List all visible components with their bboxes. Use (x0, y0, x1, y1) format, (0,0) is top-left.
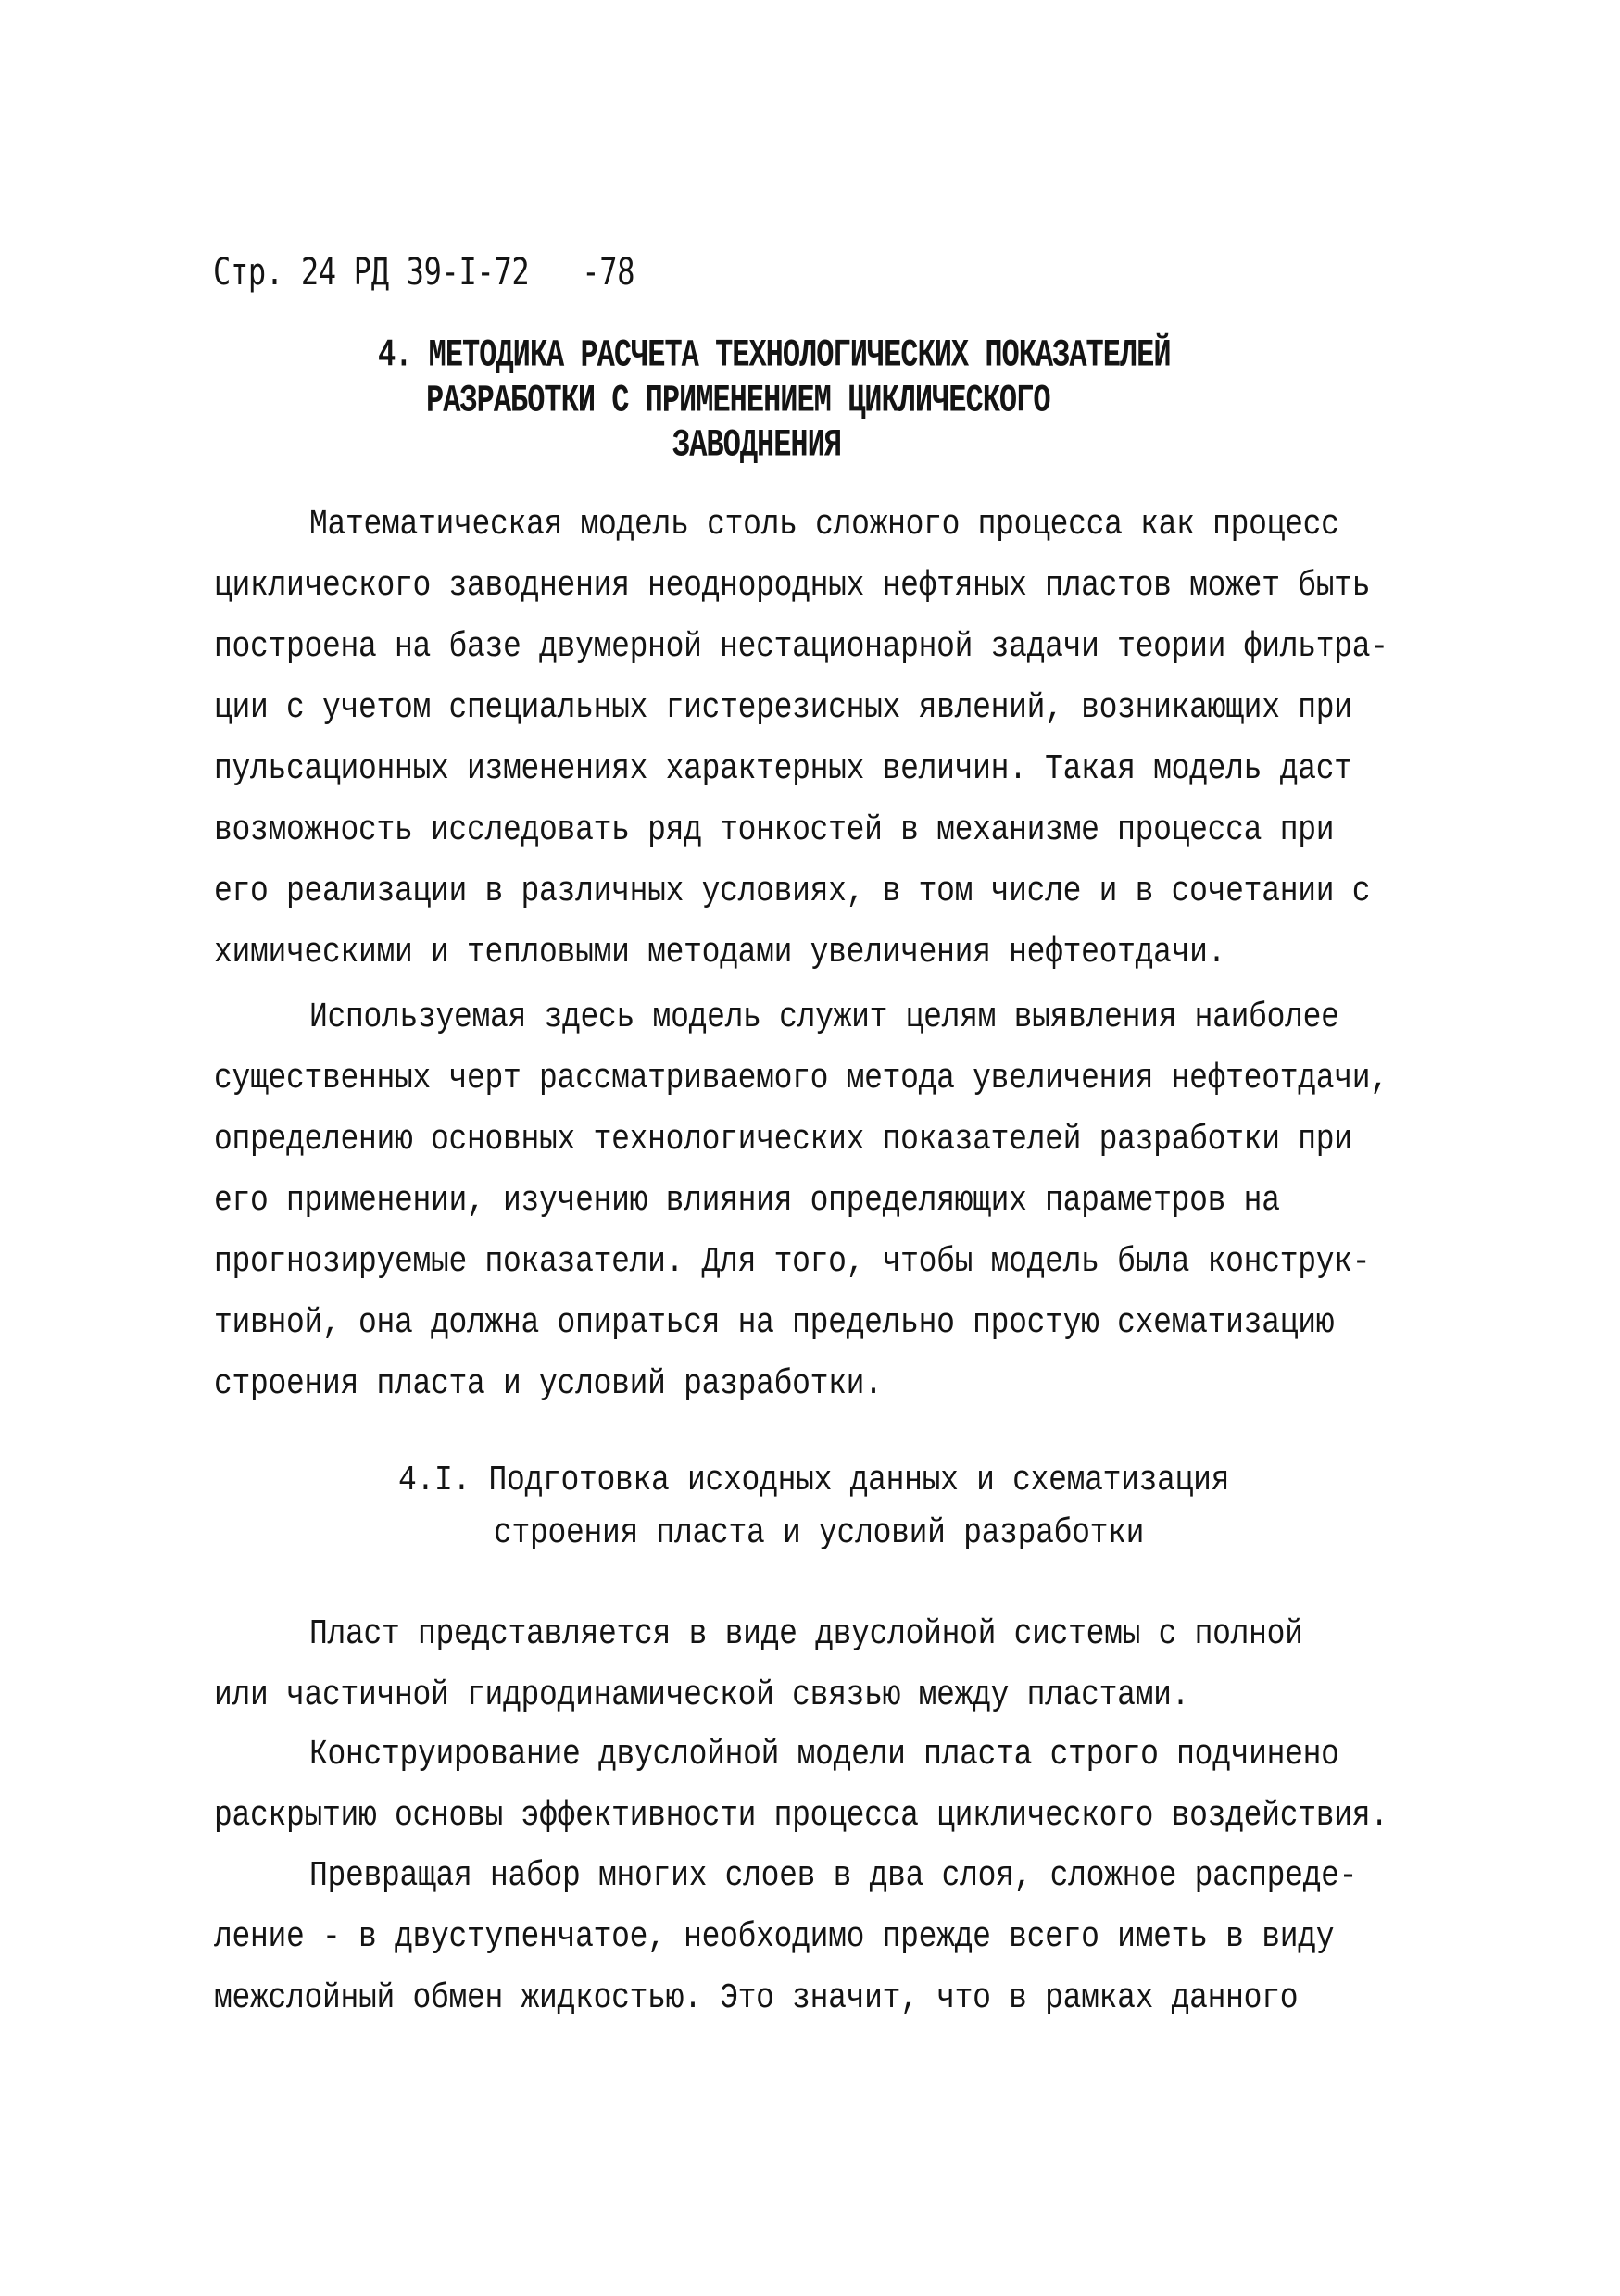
paragraph-1-line: ции с учетом специальных гистерезисных явлений, возникающих при (214, 688, 1352, 728)
section-title-line: ЗАВОДНЕНИЯ (672, 422, 842, 468)
page-header: Стр. 24 РД 39-I-72 -78 (213, 249, 635, 294)
paragraph-3-line: или частичной гидродинамической связью между пластами. (214, 1675, 1190, 1715)
subsection-heading-line: 4.I. Подготовка исходных данных и схематизация (398, 1461, 1230, 1500)
paragraph-2-line: прогнозируемые показатели. Для того, чтобы модель была конструк- (214, 1242, 1371, 1282)
paragraph-1-line: построена на базе двумерной нестационарной задачи теории фильтра- (214, 627, 1388, 667)
section-title-line: РАЗРАБОТКИ С ПРИМЕНЕНИЕМ ЦИКЛИЧЕСКОГО (426, 378, 1050, 423)
paragraph-2-line: его применении, изучению влияния определяющих параметров на (214, 1181, 1280, 1221)
paragraph-5-line: ление - в двуступенчатое, необходимо прежде всего иметь в виду (214, 1917, 1335, 1957)
paragraph-1-line: возможность исследовать ряд тонкостей в механизме процесса при (214, 810, 1335, 850)
paragraph-2-line: тивной, она должна опираться на предельно простую схематизацию (214, 1303, 1335, 1343)
paragraph-2-line: строения пласта и условий разработки. (214, 1364, 883, 1404)
paragraph-4-line: раскрытию основы эффективности процесса циклического воздействия. (214, 1796, 1388, 1836)
paragraph-5-line: Превращая набор многих слоев в два слоя, сложное распреде- (309, 1856, 1358, 1896)
paragraph-2-line: Используемая здесь модель служит целям выявления наиболее (309, 997, 1339, 1037)
paragraph-1-line: Математическая модель столь сложного процесса как процесс (309, 505, 1339, 545)
paragraph-2-line: определению основных технологических показателей разработки при (214, 1120, 1352, 1160)
paragraph-4-line: Конструирование двуслойной модели пласта строго подчинено (309, 1735, 1339, 1775)
paragraph-3-line: Пласт представляется в виде двуслойной системы с полной (309, 1614, 1303, 1654)
section-title-line: 4. МЕТОДИКА РАСЧЕТА ТЕХНОЛОГИЧЕСКИХ ПОКАЗАТЕЛЕЙ (378, 332, 1171, 378)
paragraph-1-line: его реализации в различных условиях, в том числе и в сочетании с (214, 872, 1371, 911)
paragraph-2-line: существенных черт рассматриваемого метода увеличения нефтеотдачи, (214, 1059, 1388, 1098)
paragraph-1-line: циклического заводнения неоднородных нефтяных пластов может быть (214, 566, 1371, 606)
subsection-heading-line: строения пласта и условий разработки (494, 1513, 1145, 1553)
paragraph-5-line: межслойный обмен жидкостью. Это значит, что в рамках данного (214, 1978, 1299, 2018)
paragraph-1-line: пульсационных изменениях характерных величин. Такая модель даст (214, 749, 1352, 789)
paragraph-1-line: химическими и тепловыми методами увеличения нефтеотдачи. (214, 933, 1226, 972)
